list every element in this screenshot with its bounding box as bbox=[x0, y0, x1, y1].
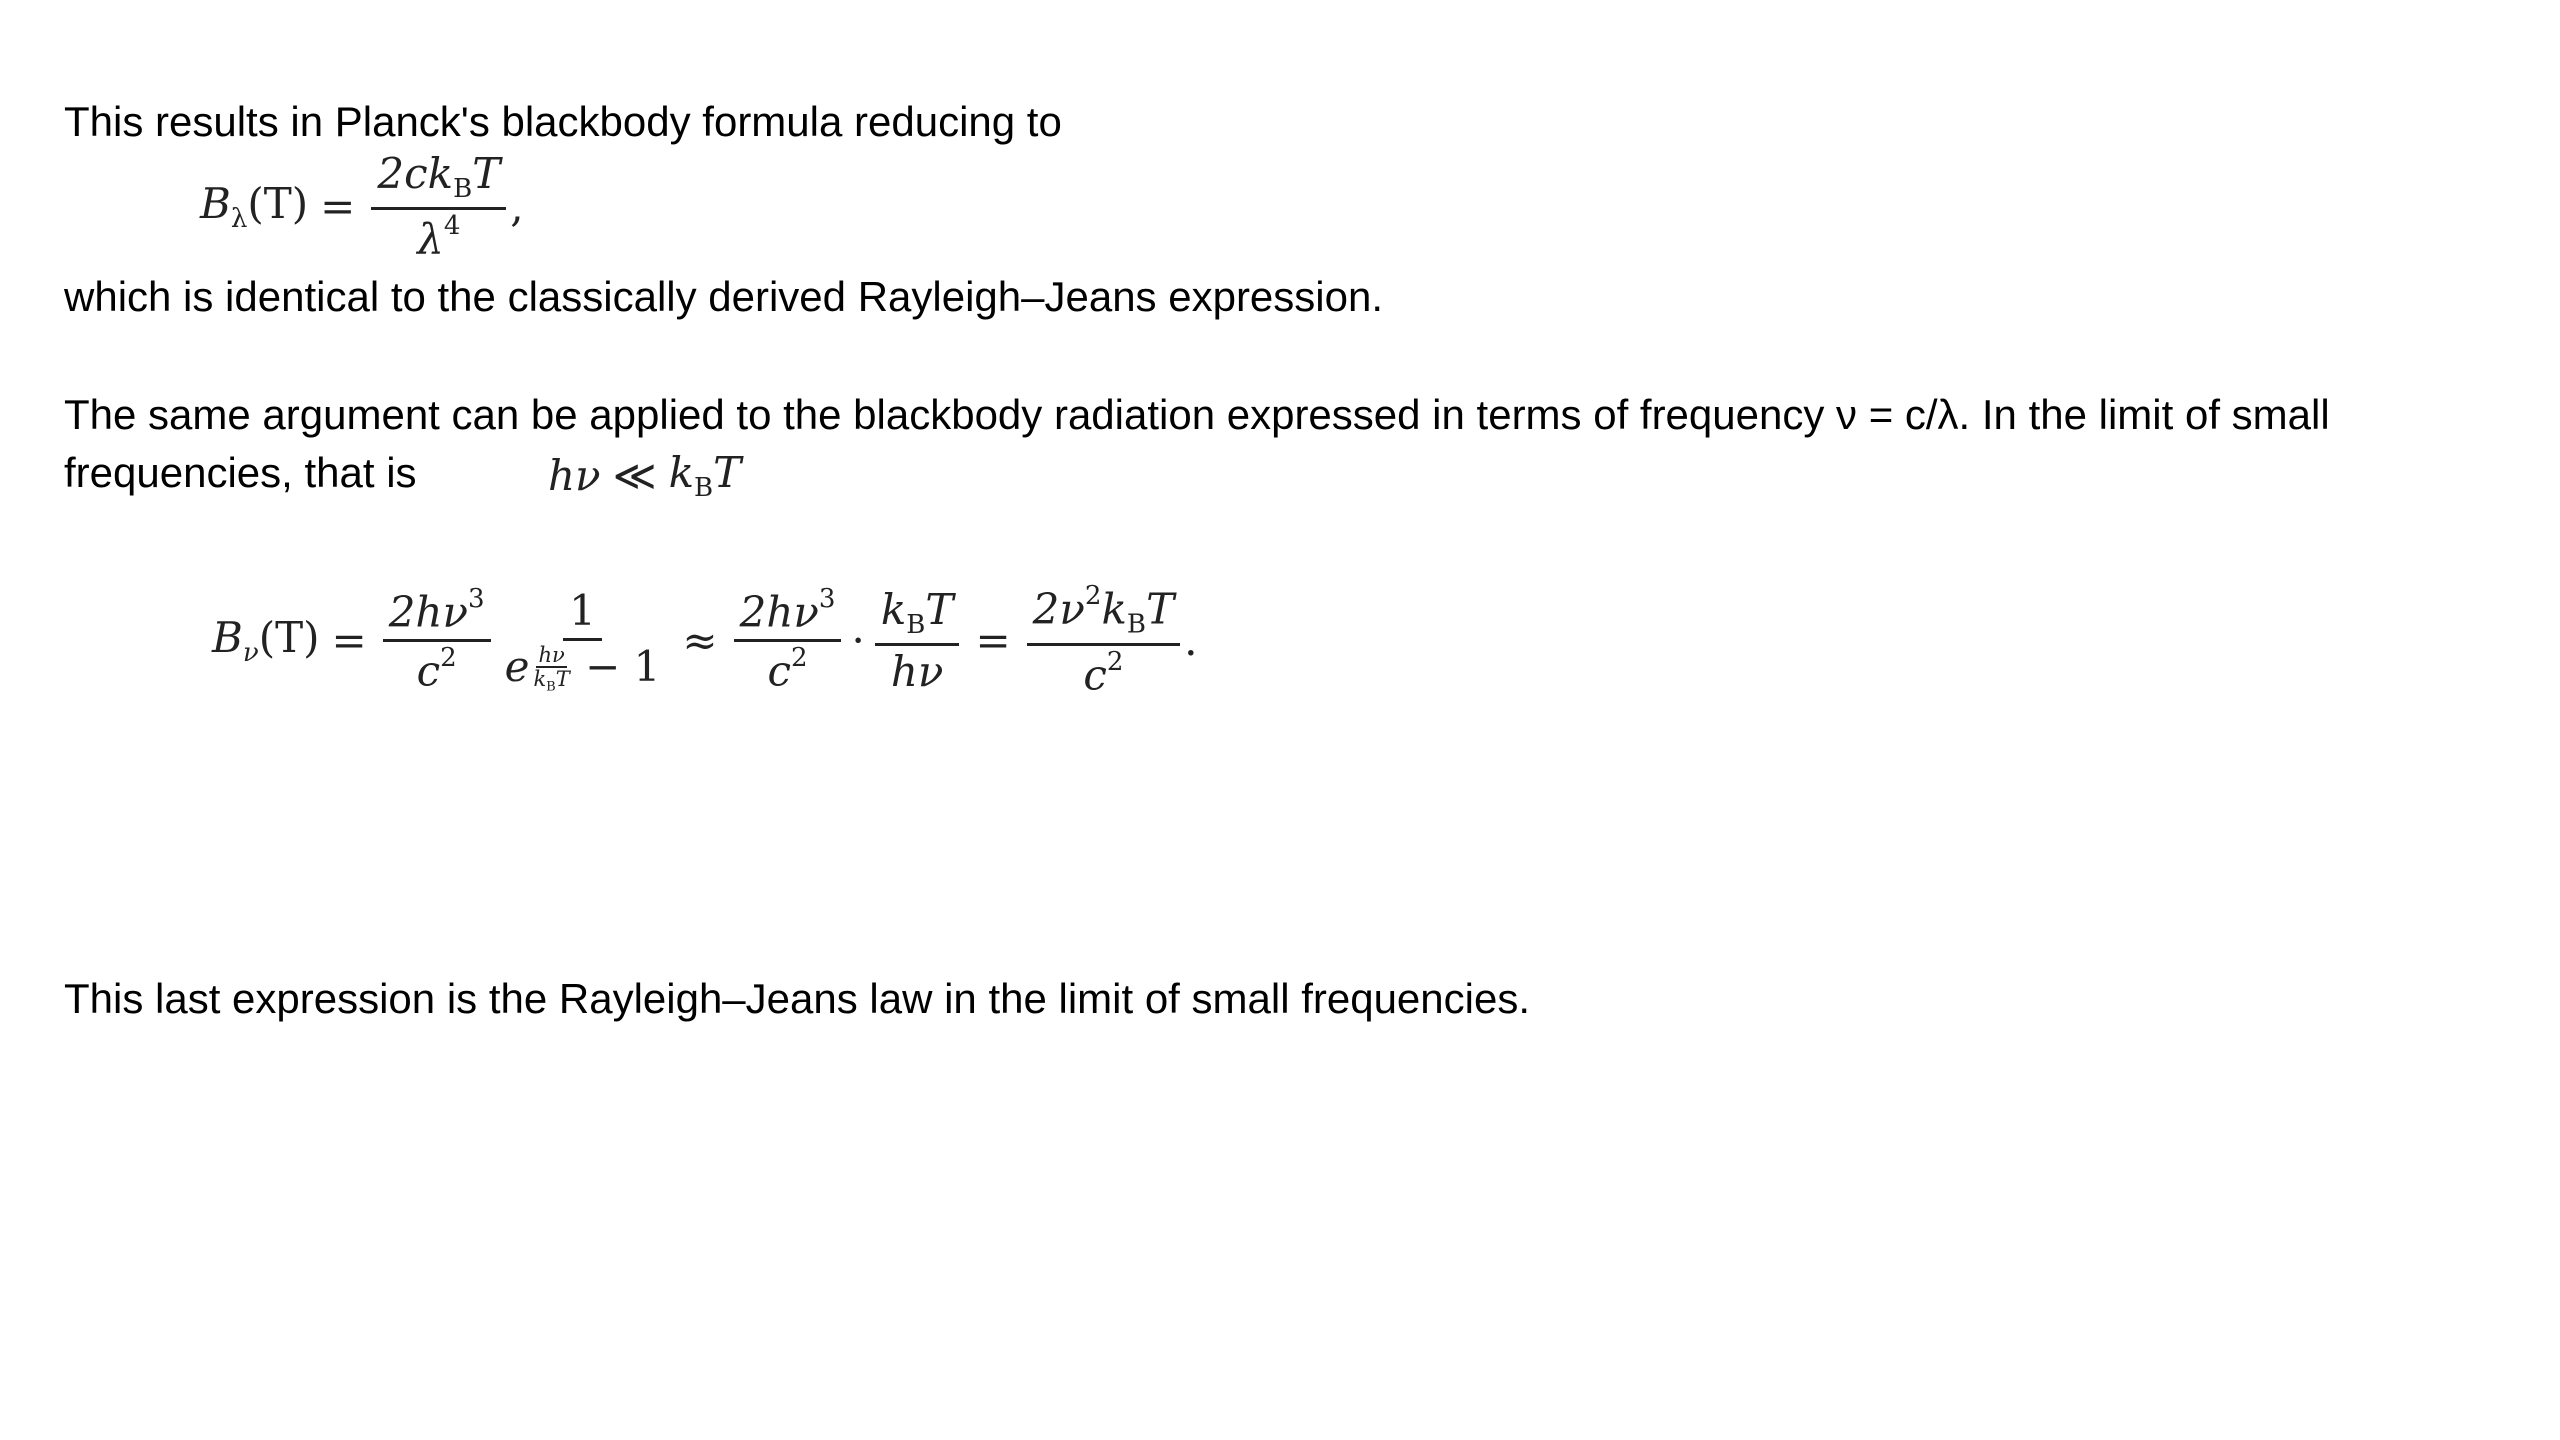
formula-frequency-lhs: $B_\nu(T)$ bbox=[212, 613, 320, 669]
formula-wavelength-lhs: $B_\lambda(T)$ bbox=[200, 179, 309, 235]
paragraph-conclusion: This last expression is the Rayleigh–Jeans law in the limit of small frequencies. bbox=[64, 975, 1531, 1022]
formula-frequency-fraction-4: $\frac{k_BT}{h\nu}$ bbox=[875, 586, 960, 696]
paragraph-intro: This results in Planck's blackbody formula reducing to bbox=[64, 98, 1062, 145]
formula-wavelength: $B_\lambda(T)$ = $\frac{2ck_BT}{\lambda^4}$ , bbox=[200, 149, 524, 264]
paragraph-frequency-argument-line2: frequencies, that is bbox=[64, 449, 417, 496]
formula-frequency-fraction-3: $\frac{2h\nu^3}{c^2}$ bbox=[734, 585, 842, 696]
paragraph-frequency-argument-line1: The same argument can be applied to the blackbody radiation expressed in terms of frequency ν = c/λ. In the limit of small bbox=[64, 391, 2330, 438]
formula-frequency-fraction-2: 1 e $\frac{h\nu}{k_BT}$ − 1 bbox=[504, 586, 661, 695]
paragraph-rayleigh-jeans-identity: which is identical to the classically derived Rayleigh–Jeans expression. bbox=[64, 273, 1384, 320]
formula-frequency-fraction-5: $\frac{2\nu^2k_BT}{c^2}$ bbox=[1027, 582, 1180, 699]
formula-exponent-fraction: $\frac{h\nu}{k_BT}$ bbox=[533, 642, 570, 695]
formula-condition: hν ≪ $k_BT$ bbox=[548, 448, 742, 504]
formula-frequency: $B_\nu(T)$ = $\frac{2h\nu^3}{c^2}$ 1 e $\frac{h\nu}{k_BT}$ − 1 ≈ $\frac{2h\nu^3}{c^2}$ · $\frac{k_BT}{h\nu}$ = $\frac{2\nu^2k_BT}{c^2}$ . bbox=[212, 581, 1198, 700]
formula-wavelength-fraction: $\frac{2ck_BT}{\lambda^4}$ bbox=[371, 150, 506, 264]
formula-frequency-fraction-1: $\frac{2h\nu^3}{c^2}$ bbox=[383, 585, 491, 696]
